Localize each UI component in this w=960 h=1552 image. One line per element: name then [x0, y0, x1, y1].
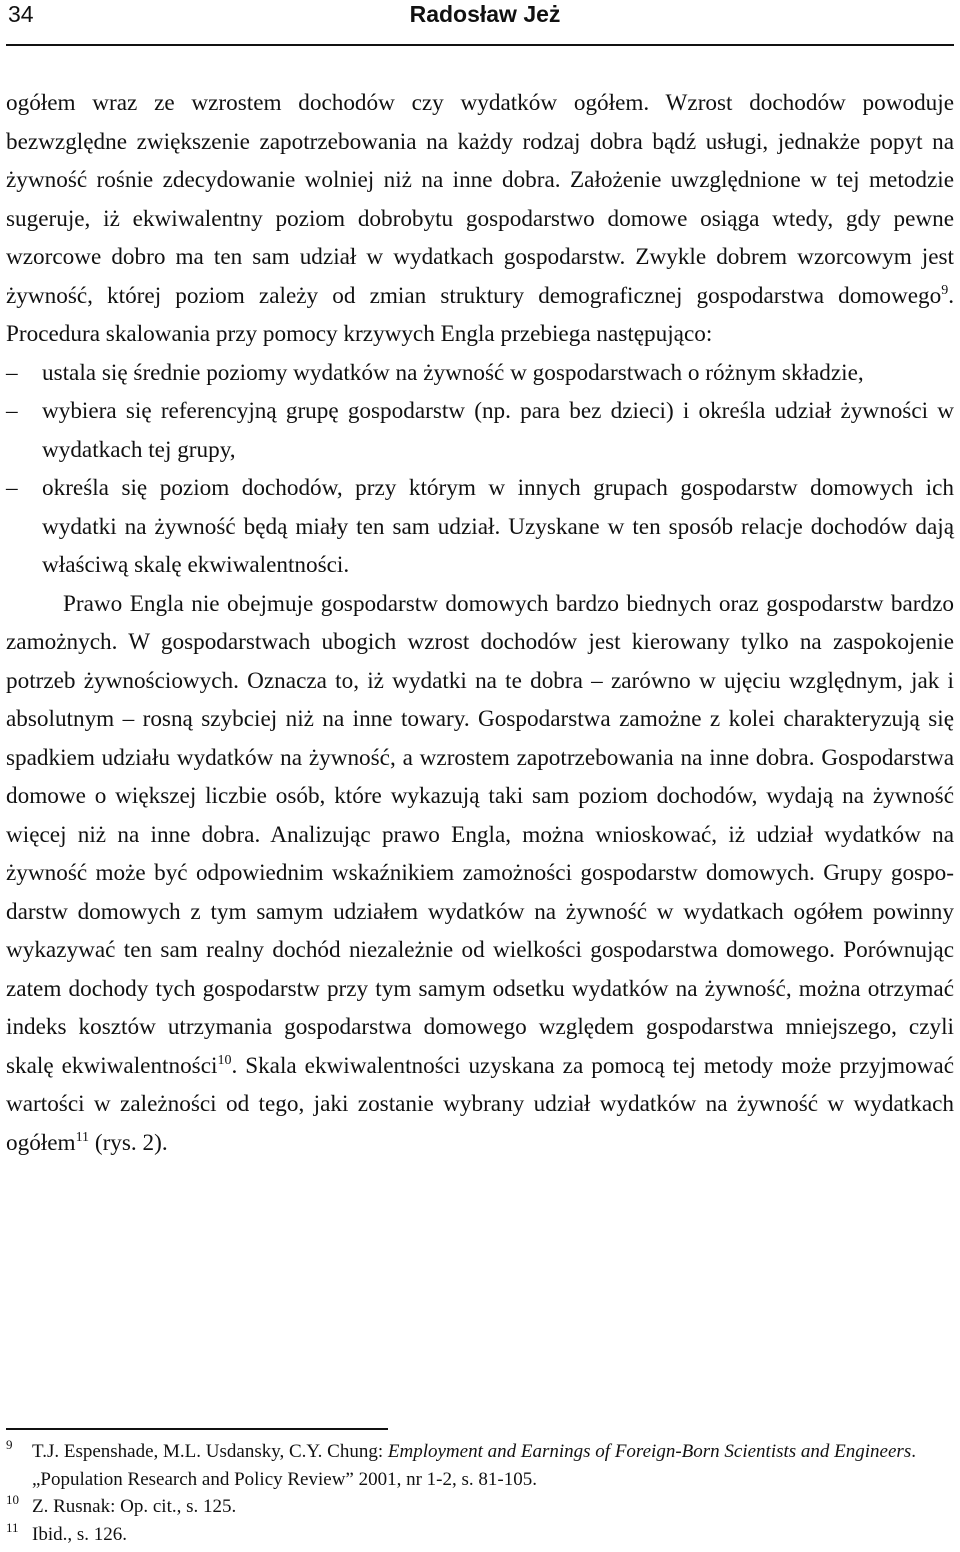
- paragraph-2-text: Prawo Engla nie obejmuje gospodarstw domowych bardzo biednych oraz gospodarstw bardzo zamożnych. W gospodarstwach ubogich wzrost dochodów jest kierowany tylko na zaspokojenie potrzeb żywnościowych. Oznacza to, iż wydatki na te dobra – zarówno w ujęciu względnym, jak i absolutnym – rosną szybciej niż na inne towary. Gospodarstwa zamożne z kolei charakteryzują się spadkiem udziału wydatków na żywność, a wzrostem zapotrzebowania na inne dobra. Gospodarstwa domowe o większej liczbie osób, które wykazują taki sam poziom dochodów, wydają na żywność więcej niż na inne dobra. Analizując prawo Engla, można wnioskować, iż udział wydatków na żywność może być odpowiednim wskaźnikiem zamożności gospodarstw domowych. Grupy gospodarstw domowych z tym samym udziałem wydatków na żywność w wydatkach ogółem powinny wykazywać ten sam realny dochód niezależnie od wielkości gospodarstwa domowego. Porównując zatem dochody tych gospodarstw przy tym samym odsetku wydatków na żywność, można otrzymać indeks kosztów utrzymania gospodarstwa domowego względem gospodarstwa mniejszego, czyli skalę ekwiwalentności: [6, 590, 954, 1079]
- list-item-text: ustala się średnie poziomy wydatków na żywność w gospodarstwach o różnym składzie,: [42, 359, 864, 386]
- procedure-list: [6, 354, 954, 585]
- running-header: [6, 0, 954, 46]
- footnote-ref-9: 9: [941, 282, 949, 298]
- footnote-10: [6, 1493, 954, 1521]
- paragraph-1-text: ogółem wraz ze wzrostem dochodów czy wydatków ogółem. Wzrost dochodów powoduje bezwzględne zwiększenie zapotrzebowania na każdy rodzaj dobra bądź usługi, jednakże popyt na żywność rośnie zdecydowanie wolniej niż na inne dobra. Założenie uwzględnione w tej metodzie sugeruje, iż ekwiwalentny poziom dobrobytu gospodarstwo domowe osiąga wtedy, gdy pewne wzorcowe dobro ma ten sam udział w wydatkach gospodarstw. Zwykle dobrem wzorcowym jest żywność, której poziom zależy od zmian struktury demograficznej gospodarstwa domowego: [6, 90, 954, 309]
- footnote-number: 10: [6, 1492, 19, 1507]
- list-item: [6, 354, 954, 393]
- footnote-separator: [6, 1428, 388, 1430]
- dash-bullet: –: [6, 475, 18, 501]
- footnotes: [6, 1438, 954, 1548]
- paragraph-2-text-end: (rys. 2).: [89, 1129, 168, 1156]
- footnote-11: [6, 1521, 954, 1549]
- paragraph-1-text-after: . Procedura skalowania przy pomocy krzywych Engla przebiega następująco:: [6, 282, 954, 347]
- list-item-text: określa się poziom dochodów, przy którym w innych grupach gospodarstw domowych ich wydatki na żywność będą miały ten sam udział. Uzyskane w ten sposób relacje dochodów dają właściwą skalę ekwiwalentności.: [42, 475, 954, 578]
- footnote-ref-10: 10: [217, 1052, 232, 1068]
- footnote-number: 9: [6, 1437, 13, 1452]
- footnote-number: 11: [6, 1519, 19, 1535]
- paragraph-1: [6, 84, 954, 354]
- running-head-author: Radosław Jeż: [409, 1, 561, 27]
- main-text: [6, 84, 954, 1162]
- list-item: [6, 392, 954, 469]
- dash-bullet: –: [6, 359, 18, 386]
- footnote-text: Z. Rusnak: Op. cit., s. 125.: [32, 1496, 237, 1517]
- footnote-ref-11: 11: [75, 1129, 90, 1145]
- paragraph-2-text-mid: . Skala ekwiwalentności uzyskana za pomocą tej metody może przyjmować wartości w zależności od tego, jaki zostanie wybrany udział wydatków na żywność w wydatkach ogółem: [6, 1052, 955, 1156]
- dash-bullet: –: [6, 398, 18, 424]
- list-item-text: wybiera się referencyjną grupę gospodarstw (np. para bez dzieci) i określa udział żywności w wydatkach tej grupy,: [42, 398, 954, 463]
- list-item: [6, 469, 954, 585]
- footnote-source: . „Population Research and Policy Review” 2001, nr 1-2, s. 81-105.: [32, 1441, 916, 1490]
- footnote-text: Ibid., s. 126.: [32, 1523, 127, 1545]
- footnote-9: [6, 1438, 954, 1493]
- footnote-title: Employment and Earnings of Foreign-Born Scientists and Engineers: [387, 1441, 912, 1462]
- page-number: 34: [8, 1, 34, 27]
- footnote-text: T.J. Espenshade, M.L. Usdansky, C.Y. Chung:: [32, 1441, 388, 1462]
- paragraph-2: [6, 585, 954, 1163]
